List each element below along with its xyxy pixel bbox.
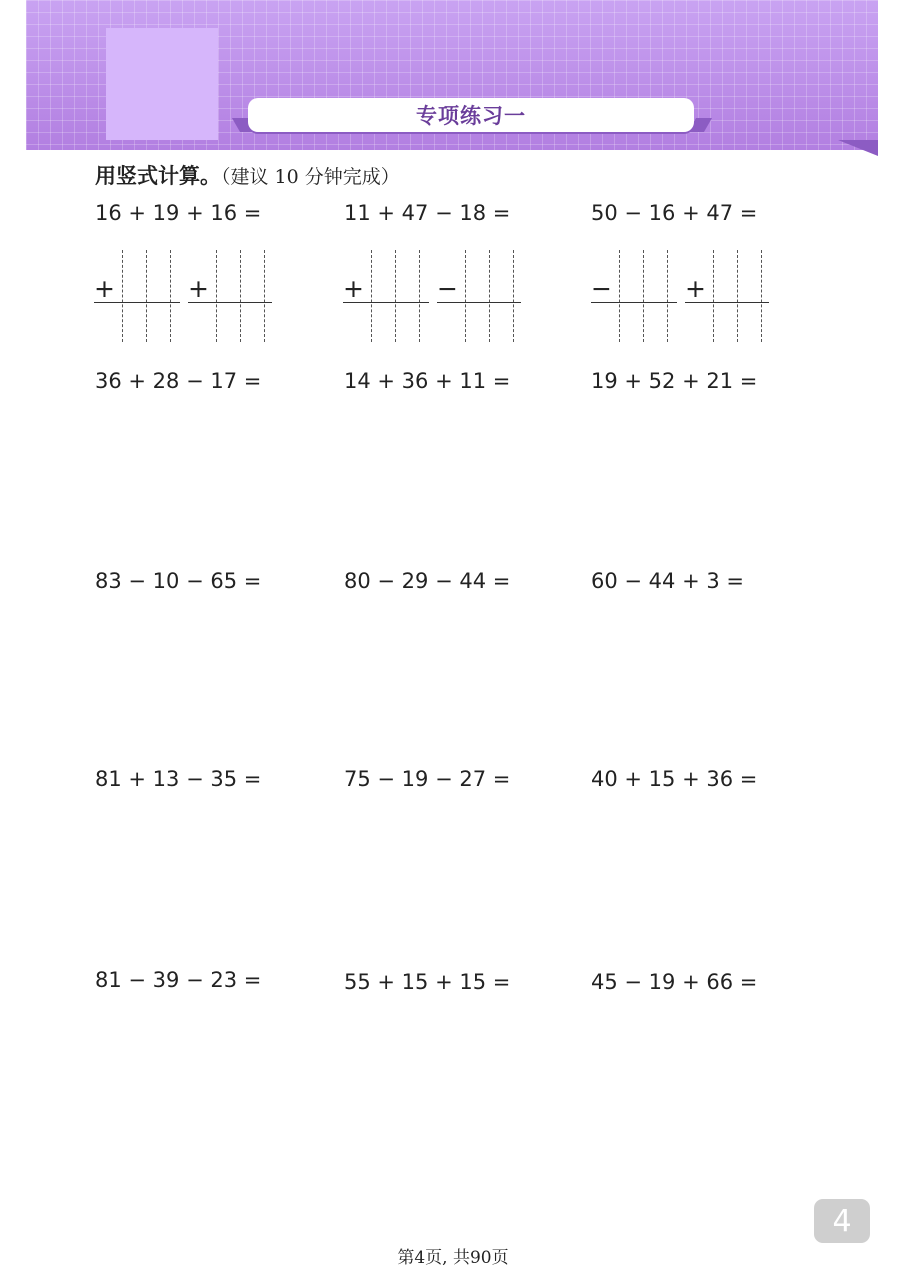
- decorative-square: [106, 28, 218, 140]
- page-number-badge: 4: [814, 1199, 870, 1243]
- column-guide: [146, 250, 147, 342]
- problem-14: 55 + 15 + 15 =: [344, 970, 511, 994]
- problem-13: 81 − 39 − 23 =: [95, 968, 262, 992]
- problem-12: 40 + 15 + 36 =: [591, 767, 758, 791]
- column-guide: [264, 250, 265, 342]
- page-footer: 第4页, 共90页: [397, 1248, 509, 1268]
- instruction-hint: （建议 10 分钟完成）: [221, 166, 400, 188]
- frame-op: −: [437, 274, 458, 303]
- frame-op: −: [591, 274, 612, 303]
- frame-op: +: [188, 274, 209, 303]
- column-guide: [489, 250, 490, 342]
- column-guide: [713, 250, 714, 342]
- frame-op: +: [343, 274, 364, 303]
- result-line: [437, 302, 521, 303]
- column-guide: [465, 250, 466, 342]
- result-line: [188, 302, 272, 303]
- frame-op: +: [94, 274, 115, 303]
- instruction: [95, 160, 400, 190]
- problem-7: 83 − 10 − 65 =: [95, 569, 262, 593]
- column-guide: [240, 250, 241, 342]
- frame-op: +: [685, 274, 706, 303]
- problem-6: 19 + 52 + 21 =: [591, 369, 758, 393]
- column-guide: [371, 250, 372, 342]
- column-guide: [667, 250, 668, 342]
- column-guide: [395, 250, 396, 342]
- problem-11: 75 − 19 − 27 =: [344, 767, 511, 791]
- problem-5: 14 + 36 + 11 =: [344, 369, 511, 393]
- column-guide: [216, 250, 217, 342]
- column-guide: [513, 250, 514, 342]
- result-line: [343, 302, 429, 303]
- problem-3: 50 − 16 + 47 =: [591, 201, 758, 225]
- problem-1: 16 + 19 + 16 =: [95, 201, 262, 225]
- column-guide: [419, 250, 420, 342]
- section-title-text: 专项练习一: [416, 104, 526, 128]
- result-line: [591, 302, 677, 303]
- column-guide: [643, 250, 644, 342]
- section-title: [248, 98, 694, 132]
- problem-4: 36 + 28 − 17 =: [95, 369, 262, 393]
- column-guide: [737, 250, 738, 342]
- problem-10: 81 + 13 − 35 =: [95, 767, 262, 791]
- problem-2: 11 + 47 − 18 =: [344, 201, 511, 225]
- result-line: [685, 302, 769, 303]
- instruction-main: 用竖式计算。: [95, 164, 221, 188]
- column-guide: [122, 250, 123, 342]
- column-guide: [761, 250, 762, 342]
- problem-15: 45 − 19 + 66 =: [591, 970, 758, 994]
- result-line: [94, 302, 180, 303]
- problem-8: 80 − 29 − 44 =: [344, 569, 511, 593]
- column-guide: [170, 250, 171, 342]
- problem-9: 60 − 44 + 3 =: [591, 569, 744, 593]
- column-guide: [619, 250, 620, 342]
